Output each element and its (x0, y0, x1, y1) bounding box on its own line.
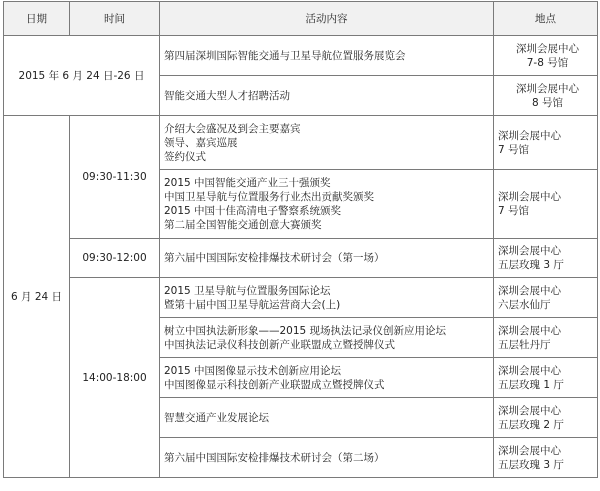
location-cell (494, 170, 598, 239)
time-cell (70, 239, 160, 278)
location-line: 7 号馆 (498, 143, 530, 156)
location-line: 深圳会展中心 (516, 82, 579, 95)
header-row (4, 2, 598, 36)
activity-cell (160, 170, 494, 239)
header-time: 时间 (70, 2, 160, 36)
activity-line: 签约仪式 (164, 150, 206, 163)
time-text: 09:30-12:00 (82, 252, 147, 264)
date-text: 6 月 24 日 (10, 290, 63, 303)
activity-line: 2015 卫星导航与位置服务国际论坛 (164, 284, 331, 297)
location-line: 7-8 号馆 (526, 56, 569, 69)
activity-line: 中国执法记录仪科技创新产业联盟成立暨授牌仪式 (164, 338, 395, 351)
location-line: 五层玫瑰 3 厅 (498, 259, 564, 271)
location-line: 深圳会展中心 (498, 364, 561, 377)
location-line: 六层水仙厅 (498, 298, 551, 311)
date-cell (4, 116, 70, 478)
activity-line: 第二届全国智能交通创意大赛颁奖 (164, 219, 322, 231)
header-location: 地点 (494, 2, 598, 36)
time-cell (70, 116, 160, 239)
activity-cell (160, 116, 494, 170)
location-line: 五层牡丹厅 (498, 338, 551, 351)
activity-cell (160, 239, 494, 278)
time-cell (70, 278, 160, 478)
header-activity: 活动内容 (160, 2, 494, 36)
location-cell (494, 438, 598, 478)
schedule-table (3, 1, 598, 478)
location-cell (494, 318, 598, 358)
location-line: 五层玫瑰 3 厅 (498, 458, 564, 471)
activity-line: 第四届深圳国际智能交通与卫星导航位置服务展览会 (164, 49, 406, 62)
activity-line: 中国卫星导航与位置服务行业杰出贡献奖颁奖 (164, 191, 374, 203)
activity-line: 树立中国执法新形象——2015 现场执法记录仪创新应用论坛 (164, 324, 447, 337)
location-line: 深圳会展中心 (498, 404, 561, 417)
table-row (4, 116, 598, 170)
location-line: 五层玫瑰 2 厅 (498, 418, 564, 431)
location-cell (494, 36, 598, 76)
activity-line: 介绍大会盛况及到会主要嘉宾 (164, 122, 301, 135)
date-text: 2015 年 6 月 24 日-26 日 (18, 69, 145, 82)
table-row (4, 278, 598, 318)
location-line: 深圳会展中心 (498, 444, 561, 457)
location-line: 深圳会展中心 (516, 42, 579, 55)
table-row (4, 239, 598, 278)
time-text: 09:30-11:30 (82, 171, 147, 183)
location-cell (494, 239, 598, 278)
activity-line: 智慧交通产业发展论坛 (164, 411, 269, 424)
activity-cell (160, 76, 494, 116)
date-cell (4, 36, 160, 116)
activity-cell (160, 358, 494, 398)
location-cell (494, 76, 598, 116)
activity-cell (160, 36, 494, 76)
location-line: 深圳会展中心 (498, 245, 561, 257)
activity-cell (160, 278, 494, 318)
activity-line: 智能交通大型人才招聘活动 (164, 89, 290, 102)
activity-cell (160, 438, 494, 478)
location-cell (494, 398, 598, 438)
activity-line: 2015 中国图像显示技术创新应用论坛 (164, 364, 342, 377)
activity-line: 2015 中国智能交通产业三十强颁奖 (164, 177, 331, 189)
location-cell (494, 278, 598, 318)
header-date: 日期 (4, 2, 70, 36)
activity-cell (160, 318, 494, 358)
location-line: 深圳会展中心 (498, 191, 561, 203)
location-cell (494, 116, 598, 170)
location-line: 深圳会展中心 (498, 324, 561, 337)
activity-line: 第六届中国国际安检排爆技术研讨会（第二场） (164, 451, 385, 464)
activity-line: 2015 中国十佳高清电子警察系统颁奖 (164, 205, 342, 217)
activity-line: 领导、嘉宾巡展 (164, 136, 238, 149)
activity-line: 中国图像显示科技创新产业联盟成立暨授牌仪式 (164, 378, 385, 391)
location-cell (494, 358, 598, 398)
location-line: 8 号馆 (531, 96, 564, 109)
location-line: 7 号馆 (498, 205, 530, 217)
time-text: 14:00-18:00 (82, 371, 147, 384)
activity-line: 第六届中国国际安检排爆技术研讨会（第一场） (164, 252, 385, 264)
table-row (4, 36, 598, 76)
location-line: 深圳会展中心 (498, 284, 561, 297)
activity-cell (160, 398, 494, 438)
activity-line: 暨第十届中国卫星导航运营商大会(上) (164, 298, 341, 311)
location-line: 五层玫瑰 1 厅 (498, 378, 564, 391)
location-line: 深圳会展中心 (498, 129, 561, 142)
